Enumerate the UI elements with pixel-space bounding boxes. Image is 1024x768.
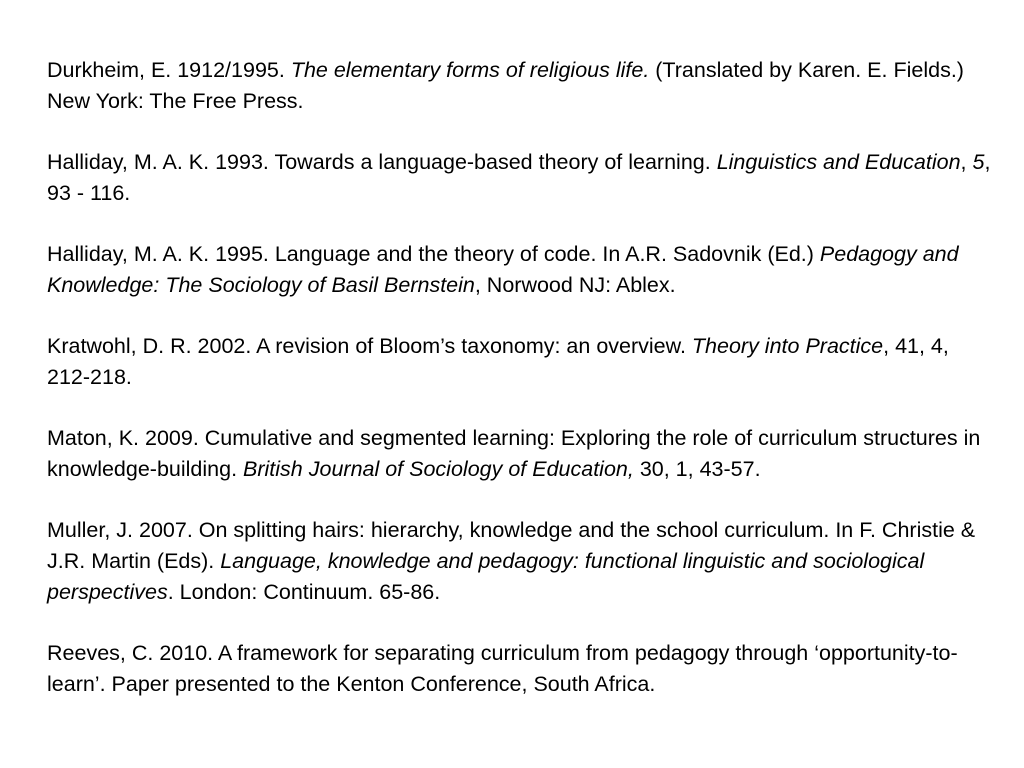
reference-entry (47, 423, 997, 485)
reference-text: , 41, 4, 212-218. (47, 334, 949, 389)
reference-text: , Norwood NJ: Ablex. (474, 273, 676, 297)
reference-text: Muller, J. 2007. On splitting hairs: hierarchy, knowledge and the school curriculum. In F. Christie & J.R. Martin (Eds). (47, 518, 976, 573)
reference-text: . London: Continuum. 65-86. (167, 580, 441, 604)
reference-title: Linguistics and Education (716, 150, 961, 174)
reference-title: Theory into Practice (691, 334, 884, 358)
reference-title: Pedagogy and Knowledge: The Sociology of Basil Bernstein (47, 242, 959, 297)
reference-entry (47, 638, 997, 700)
reference-volume: 5 (972, 150, 985, 174)
reference-text: Halliday, M. A. K. 1995. Language and the theory of code. In A.R. Sadovnik (Ed.) (47, 242, 820, 266)
reference-title: British Journal of Sociology of Education, (243, 457, 634, 481)
reference-text: Halliday, M. A. K. 1993. Towards a language-based theory of learning. (47, 150, 717, 174)
reference-text: , (960, 150, 973, 174)
reference-entry (47, 55, 997, 117)
reference-entry (47, 239, 997, 301)
reference-entry (47, 515, 997, 608)
reference-text: Kratwohl, D. R. 2002. A revision of Bloom’s taxonomy: an overview. (47, 334, 692, 358)
reference-title: Language, knowledge and pedagogy: functional linguistic and sociological perspectives (47, 549, 925, 604)
reference-text: Durkheim, E. 1912/1995. (47, 58, 291, 82)
reference-text: Reeves, C. 2010. A framework for separating curriculum from pedagogy through ‘opportunity-to-learn’. Paper presented to the Kenton Conference, South Africa. (47, 641, 958, 696)
reference-text: , 93 - 116. (47, 150, 991, 205)
reference-text: Maton, K. 2009. Cumulative and segmented learning: Exploring the role of curriculum structures in knowledge-building. (47, 426, 981, 481)
reference-entry (47, 331, 997, 393)
reference-text: (Translated by Karen. E. Fields.) New York: The Free Press. (47, 58, 964, 113)
reference-title: The elementary forms of religious life. (290, 58, 650, 82)
reference-list (47, 55, 997, 730)
reference-text: 30, 1, 43-57. (633, 457, 761, 481)
reference-entry (47, 147, 997, 209)
